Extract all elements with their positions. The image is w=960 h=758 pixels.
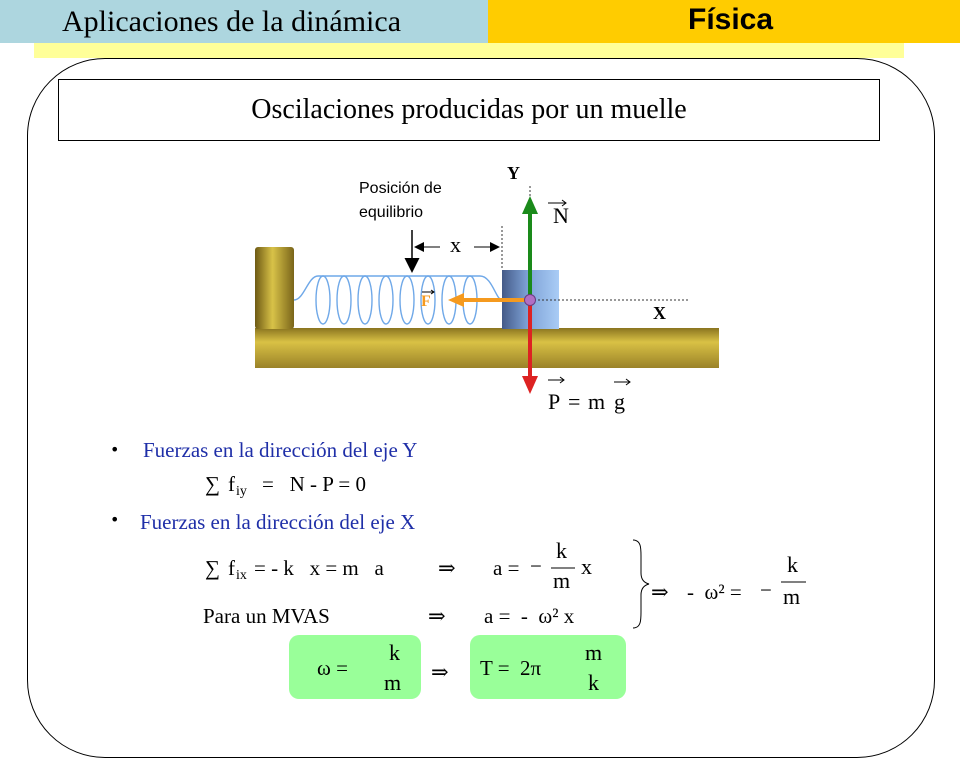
floor — [255, 328, 719, 368]
equilibrium-label-line2: equilibrio — [359, 204, 424, 221]
equilibrium-label-line1: Posición de — [359, 180, 442, 197]
period-result-eq: T = 2π — [480, 656, 542, 680]
weight-P: P — [548, 389, 561, 414]
weight-g: g — [614, 389, 625, 414]
omega-result-m: m — [384, 670, 402, 695]
frac-m: m — [553, 568, 571, 593]
normal-vector-label: N — [553, 203, 569, 228]
bullet-x: • — [110, 510, 120, 529]
implies-1: ⇒ — [438, 556, 456, 580]
omega-frac-m: m — [783, 584, 801, 609]
frac-k: k — [556, 538, 567, 563]
bullet-y: • — [110, 440, 120, 459]
force-vector-label: F — [421, 293, 431, 310]
weight-eq: = — [568, 389, 581, 414]
f-x-sub: ix — [236, 568, 247, 583]
equation-x: = - k x = m a — [254, 556, 384, 580]
equation-y: = N - P = 0 — [262, 472, 366, 496]
minus-sign: − — [530, 554, 542, 578]
mvas-equation: a = - ω² x — [484, 604, 575, 628]
header-subject: Física — [688, 3, 774, 36]
period-result-k: k — [588, 670, 599, 695]
implies-3: ⇒ — [651, 580, 669, 604]
implies-4: ⇒ — [431, 660, 449, 684]
f-y: f — [228, 472, 235, 496]
section-x-heading: Fuerzas en la dirección del eje X — [140, 510, 416, 534]
omega-result-k: k — [389, 640, 400, 665]
a-equals: a = — [493, 556, 520, 580]
mvas-label: Para un MVAS — [203, 604, 330, 628]
displacement-label: x — [450, 232, 461, 257]
x-axis-label: X — [653, 303, 666, 323]
implies-2: ⇒ — [428, 604, 446, 628]
omega-result-eq: ω = — [317, 656, 348, 680]
slide-title-text: Oscilaciones producidas por un muelle — [251, 94, 687, 125]
header-title: Aplicaciones de la dinámica — [62, 5, 402, 38]
center-point — [525, 295, 536, 306]
f-y-sub: iy — [236, 484, 247, 499]
omega-minus: − — [760, 578, 772, 602]
omega-result-box — [289, 635, 421, 699]
omega-frac-k: k — [787, 552, 798, 577]
y-axis-label: Y — [507, 163, 520, 183]
period-result-m: m — [585, 640, 603, 665]
wall — [255, 247, 294, 329]
f-x: f — [228, 556, 235, 580]
sum-symbol-x: ∑ — [205, 556, 220, 580]
section-y-heading: Fuerzas en la dirección del eje Y — [143, 438, 418, 462]
weight-m: m — [588, 389, 606, 414]
sum-symbol-y: ∑ — [205, 472, 220, 496]
frac-x: x — [581, 554, 592, 579]
omega-equation: - ω² = — [687, 580, 742, 604]
